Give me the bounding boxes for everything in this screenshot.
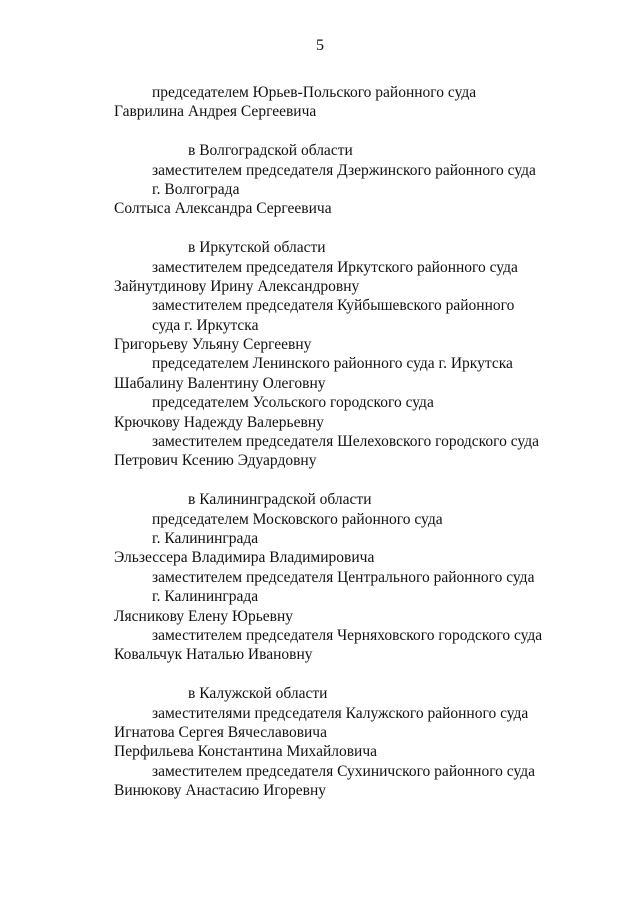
- position-line: председателем Ленинского районного суда г. Иркутска: [152, 355, 513, 373]
- region-heading: в Калужской области: [188, 685, 328, 703]
- person-name-line: Винюкову Анастасию Игоревну: [114, 782, 327, 800]
- person-name-line: Гаврилина Андрея Сергеевича: [114, 103, 317, 121]
- position-line: г. Калининграда: [152, 529, 259, 547]
- region-heading: в Калининградской области: [188, 491, 372, 509]
- blank-line: [0, 219, 640, 238]
- position-line: заместителями председателя Калужского районного суда: [152, 704, 529, 722]
- position-line: г. Волгограда: [152, 180, 240, 198]
- person-name-line: Перфильева Константина Михайловича: [114, 743, 378, 761]
- person-name-line: Игнатова Сергея Вячеславовича: [114, 723, 327, 741]
- position-line: заместителем председателя Шелеховского городского суда: [152, 433, 539, 451]
- blank-line: [0, 665, 640, 684]
- person-name-line: Зайнутдинову Ирину Александровну: [114, 277, 360, 295]
- region-heading: в Иркутской области: [188, 239, 326, 257]
- position-line: заместителем председателя Куйбышевского районного: [152, 297, 515, 315]
- position-line: заместителем председателя Дзержинского районного суда: [152, 161, 536, 179]
- person-name-line: Ковальчук Наталью Ивановну: [114, 646, 313, 664]
- position-line: суда г. Иркутска: [152, 316, 259, 334]
- person-name-line: Крючкову Надежду Валерьевну: [114, 413, 324, 431]
- region-heading: в Волгоградской области: [188, 142, 353, 160]
- position-line: председателем Московского районного суда: [152, 510, 443, 528]
- blank-line: [0, 122, 640, 141]
- page-number: 5: [316, 37, 324, 54]
- person-name-line: Петрович Ксению Эдуардовну: [114, 452, 317, 470]
- person-name-line: Шабалину Валентину Олеговну: [114, 374, 326, 392]
- person-name-line: Эльзессера Владимира Владимировича: [114, 549, 375, 567]
- position-line: г. Калининграда: [152, 588, 259, 606]
- person-name-line: Лясникову Елену Юрьевну: [114, 607, 294, 625]
- position-line: заместителем председателя Черняховского городского суда: [152, 626, 543, 644]
- position-line: председателем Юрьев-Польского районного суда: [152, 84, 477, 101]
- person-name-line: Солтыса Александра Сергеевича: [114, 200, 332, 218]
- position-line: заместителем председателя Иркутского районного суда: [152, 258, 518, 276]
- person-name-line: Григорьеву Ульяну Сергеевну: [114, 336, 312, 354]
- position-line: председателем Усольского городского суда: [152, 394, 434, 412]
- position-line: заместителем председателя Центрального районного суда: [152, 568, 535, 586]
- position-line: заместителем председателя Сухиничского районного суда: [152, 762, 536, 780]
- document-body: [0, 83, 640, 800]
- blank-line: [0, 471, 640, 490]
